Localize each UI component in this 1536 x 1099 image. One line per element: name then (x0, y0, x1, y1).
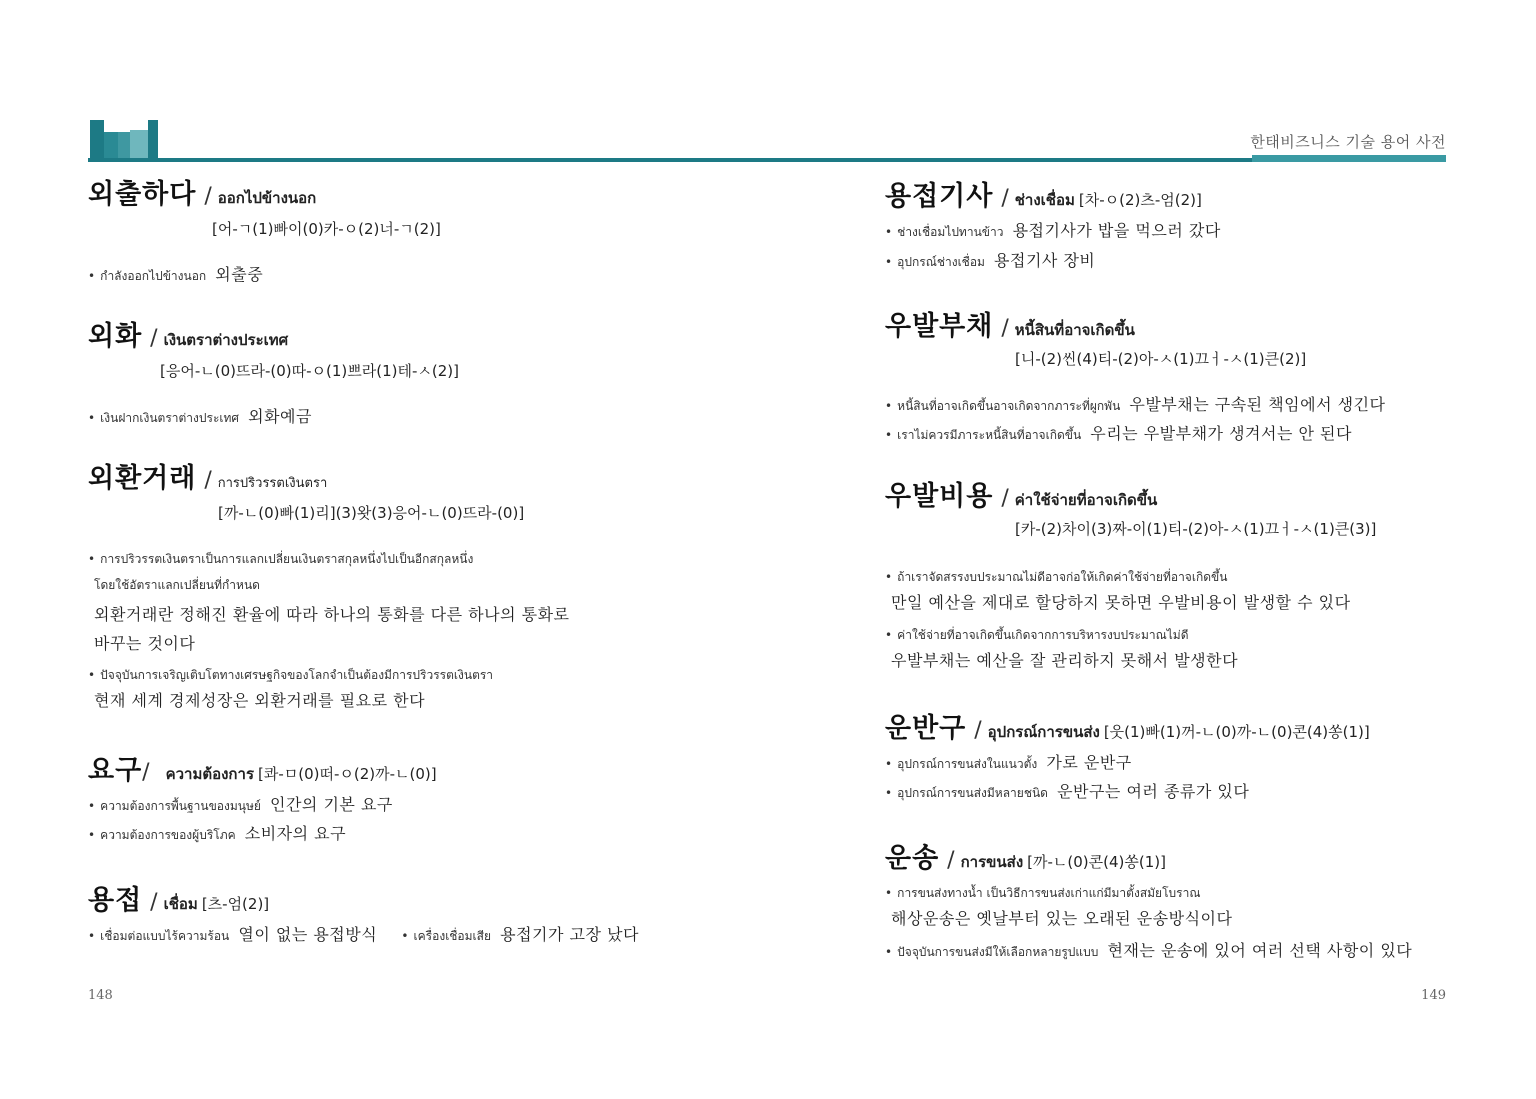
entry-heading (88, 878, 768, 917)
example-korean: 운반구는 여러 종류가 있다 (1057, 782, 1250, 801)
entry-heading (88, 314, 768, 353)
entry-term: 외출하다 (88, 179, 197, 210)
bullet-icon: • (885, 225, 893, 239)
example-korean: 우리는 우발부채가 생겨서는 안 된다 (1090, 424, 1352, 443)
entry-gloss: การขนส่ง (960, 853, 1024, 871)
header-rule-accent (1252, 155, 1446, 162)
header-rule (88, 158, 1446, 162)
example-thai: โดยใช้อัตราแลกเปลี่ยนที่กำหนด (94, 578, 260, 592)
entry-gloss: เชื่อม (163, 895, 198, 913)
entry-heading (88, 748, 768, 787)
header-decoration (88, 118, 160, 162)
bullet-icon: • (885, 945, 893, 959)
entry-ubalbuchae (885, 304, 1465, 443)
page-number-left: 148 (88, 988, 113, 1003)
entry-heading (885, 836, 1465, 875)
slash: / (1001, 186, 1009, 211)
example-korean: 현재 세계 경제성장은 외환거래를 필요로 한다 (94, 691, 426, 710)
entry-heading (885, 474, 1465, 513)
example-korean: 우발부채는 예산을 잘 관리하지 못해서 발생한다 (891, 651, 1239, 670)
entry-term: 용접기사 (885, 181, 994, 212)
example-thai: การปริวรรตเงินตราเป็นการแลกเปลี่ยนเงินตราสกุลหนึ่งไปเป็นอีกสกุลหนึ่ง (100, 552, 474, 566)
example-item (88, 262, 263, 286)
example-korean: 용접기사가 밥을 먹으러 갔다 (1012, 221, 1221, 240)
slash: / (150, 890, 158, 915)
example-item (885, 421, 1352, 445)
example-item (885, 248, 1095, 272)
bullet-icon: • (885, 786, 893, 800)
bullet-icon: • (885, 428, 893, 442)
entry-yogu (88, 748, 768, 843)
example-item (885, 566, 1227, 587)
entry-pronunciation: [웃(1)빠(1)꺼-ㄴ(0)까-ㄴ(0)콘(4)쏭(1)] (1103, 723, 1370, 741)
slash: / (947, 848, 955, 873)
slash: / (204, 184, 212, 209)
example-thai: ค่าใช้จ่ายที่อาจเกิดขึ้นเกิดจากการบริหารงบประมาณไม่ดี (897, 628, 1189, 642)
example-item (885, 624, 1189, 645)
example-item (885, 218, 1221, 242)
entry-pronunciation: [차-ㅇ(2)츠-엄(2)] (1078, 191, 1202, 209)
entry-pronunciation: [츠-엄(2)] (201, 895, 270, 913)
entry-unsong (885, 836, 1465, 960)
entry-oehwangeorae (88, 456, 768, 710)
entry-term: 운송 (885, 843, 940, 874)
example-thai: ช่างเชื่อมไปทานข้าว (897, 225, 1004, 239)
entry-pronunciation: [카-(2)차이(3)짜-이(1)티-(2)아-ㅅ(1)끄ㅓ-ㅅ(1)큰(3)] (1015, 520, 1377, 538)
example-korean: 바꾸는 것이다 (94, 634, 196, 653)
entry-gloss: หนี้สินที่อาจเกิดขึ้น (1014, 321, 1135, 339)
bullet-icon: • (885, 255, 893, 269)
example-korean: 외출중 (215, 265, 264, 284)
example-thai: อุปกรณ์การขนส่งในแนวตั้ง (897, 757, 1038, 771)
example-thai: กำลังออกไปข้างนอก (100, 269, 207, 283)
entry-gloss: ออกไปข้างนอก (217, 189, 317, 207)
bullet-icon: • (88, 411, 96, 425)
example-thai: หนี้สินที่อาจเกิดขึ้นอาจเกิดจากภาระที่ผูกพัน (897, 399, 1121, 413)
example-item (88, 404, 312, 428)
entry-term: 운반구 (885, 713, 967, 744)
example-item (885, 392, 1386, 416)
entry-term: 외환거래 (88, 463, 197, 494)
example-korean: 소비자의 요구 (244, 824, 347, 843)
bullet-icon: • (88, 929, 96, 943)
slash: / (974, 718, 982, 743)
entry-heading (885, 706, 1465, 745)
example-item (88, 821, 346, 845)
example-korean: 만일 예산을 제대로 할당하지 못하면 우발비용이 발생할 수 있다 (891, 593, 1351, 612)
example-korean: 외환거래란 정해진 환율에 따라 하나의 통화를 다른 하나의 통화로 (94, 605, 570, 624)
entry-pronunciation: [어-ㄱ(1)빠이(0)카-ㅇ(2)너-ㄱ(2)] (212, 220, 441, 238)
bullet-icon: • (88, 269, 96, 283)
entry-pronunciation: [까-ㄴ(0)콘(4)쏭(1)] (1027, 853, 1166, 871)
example-thai: เครื่องเชื่อมเสีย (413, 929, 492, 943)
example-item (885, 750, 1132, 774)
example-item (88, 664, 493, 685)
bullet-icon: • (88, 828, 96, 842)
entry-term: 요구 (88, 755, 143, 786)
example-korean: 열이 없는 용접방식 (238, 925, 378, 944)
example-korean: 가로 운반구 (1046, 753, 1132, 772)
entry-pronunciation: [까-ㄴ(0)빠(1)리](3)왓(3)응어-ㄴ(0)뜨라-(0)] (218, 504, 525, 522)
example-item (88, 548, 473, 569)
example-item (885, 779, 1249, 803)
example-item (885, 882, 1200, 903)
example-korean: 현재는 운송에 있어 여러 선택 사항이 있다 (1107, 941, 1413, 960)
example-korean: 용접기가 고장 났다 (500, 925, 639, 944)
example-thai: ปัจจุบันการเจริญเติบโตทางเศรษฐกิจของโลกจำเป็นต้องมีการปริวรรตเงินตรา (100, 668, 494, 682)
entry-gloss: ค่าใช้จ่ายที่อาจเกิดขึ้น (1014, 491, 1158, 509)
bullet-icon: • (401, 929, 409, 943)
bullet-icon: • (88, 799, 96, 813)
page-number-right: 149 (1421, 988, 1446, 1003)
example-thai: เราไม่ควรมีภาระหนี้สินที่อาจเกิดขึ้น (897, 428, 1082, 442)
slash: / (142, 760, 150, 785)
example-korean: 외화예금 (248, 407, 312, 426)
example-thai: ความต้องการของผู้บริโภค (100, 828, 236, 842)
entry-term: 용접 (88, 885, 143, 916)
entry-oechulhada (88, 172, 768, 284)
bullet-icon: • (88, 668, 96, 682)
slash: / (1001, 316, 1009, 341)
example-thai: ถ้าเราจัดสรรงบประมาณไม่ดีอาจก่อให้เกิดค่าใช้จ่ายที่อาจเกิดขึ้น (897, 570, 1228, 584)
entry-pronunciation: [니-(2)씬(4)티-(2)아-ㅅ(1)끄ㅓ-ㅅ(1)큰(2)] (1015, 350, 1307, 368)
example-thai: อุปกรณ์ช่างเชื่อม (897, 255, 985, 269)
example-thai: ปัจจุบันการขนส่งมีให้เลือกหลายรูปแบบ (897, 945, 1099, 959)
entry-gloss: เงินตราต่างประเทศ (163, 331, 289, 349)
bullet-icon: • (885, 757, 893, 771)
entry-ubalbiyong (885, 474, 1465, 670)
bullet-icon: • (88, 552, 96, 566)
slash: / (204, 468, 212, 493)
entry-gloss: ความต้องการ (165, 765, 254, 783)
example-korean: 해상운송은 옛날부터 있는 오래된 운송방식이다 (891, 909, 1233, 928)
example-item (88, 792, 393, 816)
example-korean: 용접기사 장비 (994, 251, 1096, 270)
example-thai: การขนส่งทางน้ำ เป็นวิธีการขนส่งเก่าแก่มีมาตั้งสมัยโบราณ (897, 886, 1201, 900)
entry-gloss: อุปกรณ์การขนส่ง (987, 723, 1100, 741)
entry-term: 외화 (88, 321, 143, 352)
example-thai: เชื่อมต่อแบบไร้ความร้อน (100, 929, 230, 943)
slash: / (150, 326, 158, 351)
entry-heading (88, 172, 768, 211)
entry-pronunciation: [콰-ㅁ(0)떠-ㅇ(2)까-ㄴ(0)] (258, 765, 437, 783)
entry-yongjeop (88, 878, 768, 944)
entry-heading (885, 304, 1465, 343)
entry-heading (88, 456, 768, 495)
example-thai: อุปกรณ์การขนส่งมีหลายชนิด (897, 786, 1048, 800)
bullet-icon: • (885, 628, 893, 642)
bullet-icon: • (885, 886, 893, 900)
bullet-icon: • (885, 570, 893, 584)
bullet-icon: • (885, 399, 893, 413)
entry-oehwa (88, 314, 768, 426)
entry-term: 우발비용 (885, 481, 994, 512)
entry-term: 우발부채 (885, 311, 994, 342)
entry-yongjeopgisa (885, 174, 1465, 270)
entry-pronunciation: [응어-ㄴ(0)뜨라-(0)따-ㅇ(1)쁘라(1)테-ㅅ(2)] (160, 362, 459, 380)
entry-unbangu (885, 706, 1465, 801)
example-item (88, 922, 639, 946)
example-thai: ความต้องการพื้นฐานของมนุษย์ (100, 799, 261, 813)
example-item (885, 938, 1412, 962)
example-korean: 인간의 기본 요구 (270, 795, 393, 814)
slash: / (1001, 486, 1009, 511)
entry-gloss: ช่างเชื่อม (1014, 191, 1075, 209)
entry-gloss: การปริวรรตเงินตรา (217, 476, 328, 491)
dictionary-title: 한태비즈니스 기술 용어 사전 (1250, 133, 1446, 151)
example-thai: เงินฝากเงินตราต่างประเทศ (100, 411, 240, 425)
entry-heading (885, 174, 1465, 213)
example-korean: 우발부채는 구속된 책임에서 생긴다 (1129, 395, 1386, 414)
